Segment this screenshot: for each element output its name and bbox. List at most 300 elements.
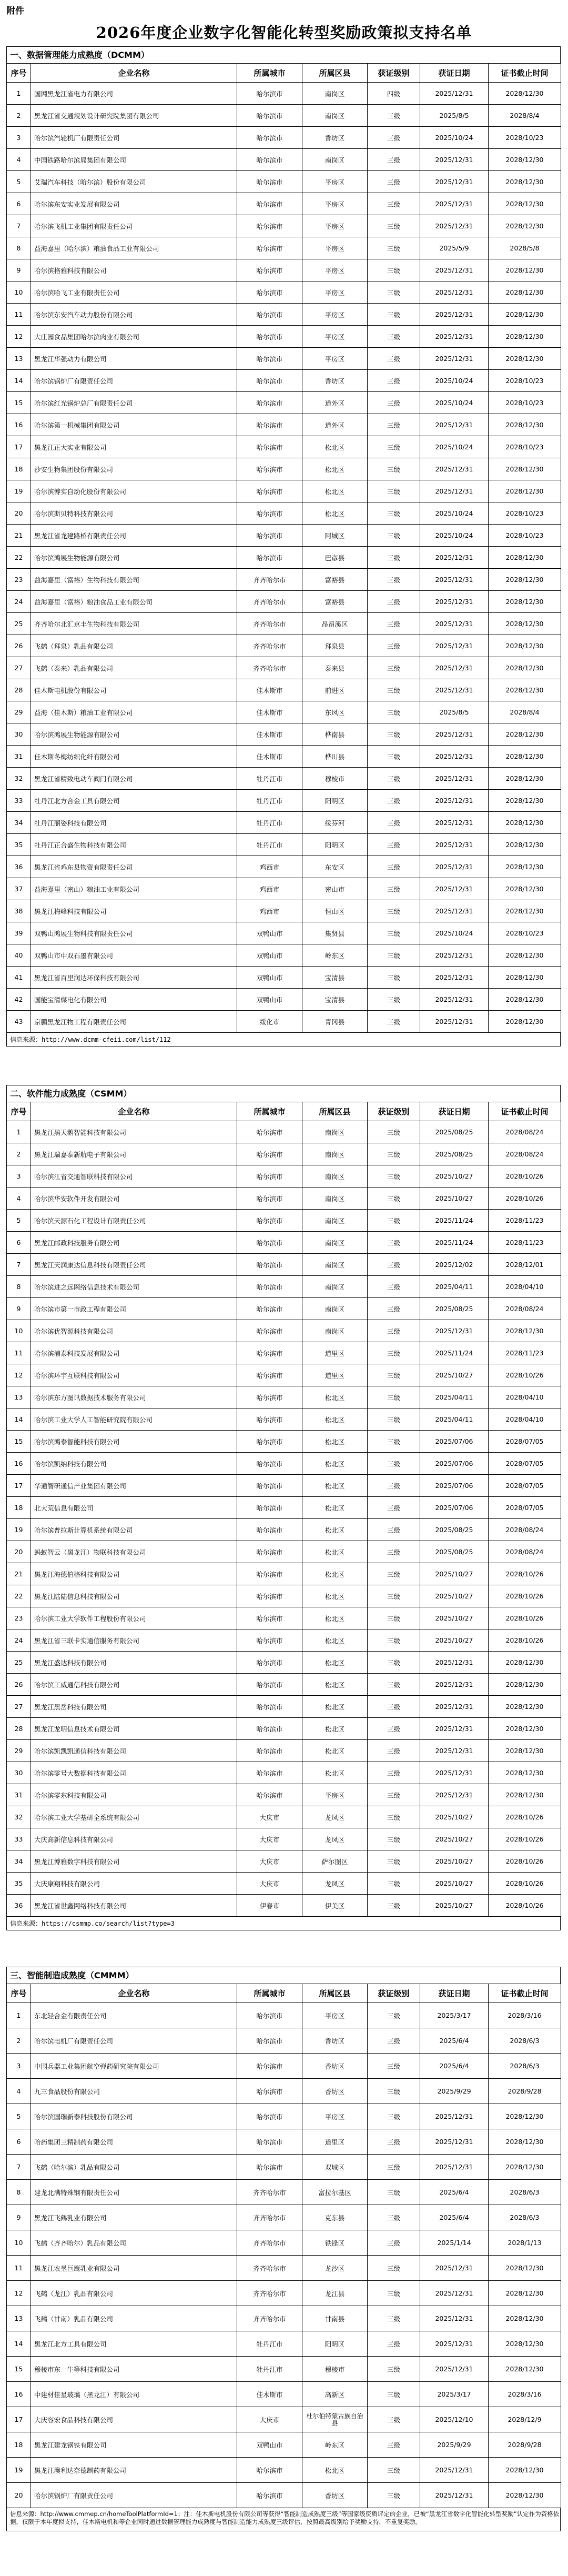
col-index-cell: 36 — [7, 856, 31, 878]
col-level-cell: 三级 — [368, 790, 420, 812]
col-district-cell: 道里区 — [302, 1364, 368, 1386]
col-district-cell: 平房区 — [302, 2003, 368, 2028]
col-city-cell: 哈尔滨市 — [237, 193, 302, 215]
col-index-cell: 17 — [7, 436, 31, 458]
col-city-cell: 哈尔滨市 — [237, 171, 302, 193]
col-expiry-cell: 2028/11/23 — [489, 1232, 561, 1254]
col-city-cell: 哈尔滨市 — [237, 2003, 302, 2028]
col-district-cell: 松北区 — [302, 2458, 368, 2483]
header-col-level: 获证级别 — [368, 64, 420, 83]
col-level-cell: 三级 — [368, 1652, 420, 1674]
col-company-cell: 双鸭山市中双石墨有限公司 — [31, 944, 237, 967]
col-index-cell: 24 — [7, 591, 31, 613]
col-company-cell: 牡丹江北方合金工具有限公司 — [31, 790, 237, 812]
table-row — [7, 1408, 561, 1431]
col-company-cell: 华通智研通信产业集团有限公司 — [31, 1475, 237, 1497]
col-cert-date-cell: 2025/3/17 — [420, 2382, 489, 2407]
col-index-cell: 33 — [7, 1828, 31, 1850]
col-district-cell: 松北区 — [302, 1453, 368, 1475]
col-company-cell: 哈尔滨凯纳科技有限公司 — [31, 1453, 237, 1475]
col-level-cell: 三级 — [368, 326, 420, 348]
col-index-cell: 17 — [7, 1475, 31, 1497]
col-city-cell: 哈尔滨市 — [237, 1320, 302, 1342]
col-city-cell: 哈尔滨市 — [237, 1453, 302, 1475]
col-level-cell: 三级 — [368, 1408, 420, 1431]
col-city-cell: 哈尔滨市 — [237, 1364, 302, 1386]
table-row — [7, 348, 561, 370]
col-expiry-cell: 2028/10/26 — [489, 1563, 561, 1585]
col-company-cell: 哈尔滨东方图讯数据技术服务有限公司 — [31, 1386, 237, 1408]
col-company-cell: 益海嘉里（密山）粮油工业有限公司 — [31, 878, 237, 900]
col-level-cell: 三级 — [368, 127, 420, 149]
col-cert-date-cell: 2025/12/31 — [420, 878, 489, 900]
col-index-cell: 16 — [7, 1453, 31, 1475]
col-company-cell: 哈尔滨零号大数据科技有限公司 — [31, 1762, 237, 1784]
col-district-cell: 富裕县 — [302, 591, 368, 613]
col-city-cell: 牡丹江市 — [237, 2357, 302, 2382]
col-level-cell: 三级 — [368, 900, 420, 922]
col-level-cell: 三级 — [368, 1607, 420, 1629]
table-row — [7, 1718, 561, 1740]
col-company-cell: 蚂蚁智云（黑龙江）物联科技有限公司 — [31, 1541, 237, 1563]
col-expiry-cell: 2028/07/05 — [489, 1453, 561, 1475]
col-index-cell: 15 — [7, 1431, 31, 1453]
col-company-cell: 中建材佳星玻璃（黑龙江）有限公司 — [31, 2382, 237, 2407]
table-row — [7, 591, 561, 613]
col-index-cell: 1 — [7, 1121, 31, 1143]
col-expiry-cell: 2028/12/30 — [489, 1652, 561, 1674]
col-district-cell: 香坊区 — [302, 127, 368, 149]
col-district-cell: 道里区 — [302, 1342, 368, 1364]
col-expiry-cell: 2028/6/3 — [489, 2180, 561, 2205]
col-district-cell: 穆棱市 — [302, 768, 368, 790]
table-row — [7, 2432, 561, 2458]
col-cert-date-cell: 2025/12/31 — [420, 1762, 489, 1784]
col-expiry-cell: 2028/12/30 — [489, 900, 561, 922]
col-city-cell: 齐齐哈尔市 — [237, 613, 302, 635]
col-company-cell: 飞鹤（甘南）乳品有限公司 — [31, 2306, 237, 2331]
col-expiry-cell: 2028/10/26 — [489, 1607, 561, 1629]
col-company-cell: 飞鹤（龙江）乳品有限公司 — [31, 2281, 237, 2306]
col-district-cell: 南岗区 — [302, 1188, 368, 1210]
col-city-cell: 哈尔滨市 — [237, 1718, 302, 1740]
table-row — [7, 326, 561, 348]
table-row — [7, 502, 561, 525]
col-level-cell: 三级 — [368, 2357, 420, 2382]
col-level-cell: 三级 — [368, 878, 420, 900]
col-district-cell: 阳明区 — [302, 2331, 368, 2357]
col-level-cell: 三级 — [368, 2432, 420, 2458]
col-index-cell: 38 — [7, 900, 31, 922]
col-city-cell: 哈尔滨市 — [237, 1232, 302, 1254]
table-row — [7, 127, 561, 149]
col-index-cell: 36 — [7, 1895, 31, 1917]
col-expiry-cell: 2028/12/30 — [489, 1762, 561, 1784]
col-city-cell: 大庆市 — [237, 1850, 302, 1873]
col-company-cell: 大庆高新信息科技有限公司 — [31, 1828, 237, 1850]
table-row — [7, 989, 561, 1011]
col-district-cell: 平房区 — [302, 259, 368, 281]
col-cert-date-cell: 2025/6/4 — [420, 2205, 489, 2230]
col-level-cell: 三级 — [368, 2281, 420, 2306]
col-city-cell: 哈尔滨市 — [237, 1585, 302, 1607]
col-index-cell: 2 — [7, 1143, 31, 1165]
table-row — [7, 2104, 561, 2129]
col-cert-date-cell: 2025/10/27 — [420, 1629, 489, 1652]
col-index-cell: 31 — [7, 746, 31, 768]
col-level-cell: 三级 — [368, 2054, 420, 2079]
col-index-cell: 24 — [7, 1629, 31, 1652]
col-cert-date-cell: 2025/12/31 — [420, 304, 489, 326]
col-index-cell: 30 — [7, 723, 31, 746]
col-city-cell: 哈尔滨市 — [237, 1298, 302, 1320]
header-col-expiry: 证书截止时间 — [489, 1984, 561, 2003]
col-cert-date-cell: 2025/12/31 — [420, 989, 489, 1011]
col-city-cell: 双鸭山市 — [237, 922, 302, 944]
col-district-cell: 龙凤区 — [302, 1828, 368, 1850]
table-row — [7, 701, 561, 723]
col-cert-date-cell: 2025/12/31 — [420, 967, 489, 989]
col-level-cell: 三级 — [368, 1188, 420, 1210]
col-expiry-cell: 2028/6/3 — [489, 2028, 561, 2054]
col-city-cell: 牡丹江市 — [237, 790, 302, 812]
col-expiry-cell: 2028/12/30 — [489, 2331, 561, 2357]
col-index-cell: 29 — [7, 701, 31, 723]
col-company-cell: 益海（佳木斯）粮油工业有限公司 — [31, 701, 237, 723]
col-level-cell: 三级 — [368, 259, 420, 281]
table-row — [7, 304, 561, 326]
col-district-cell: 宝清县 — [302, 967, 368, 989]
col-company-cell: 黑龙江澳利达奈德制药有限公司 — [31, 2458, 237, 2483]
col-company-cell: 益海嘉里（富裕）粮油食品工业有限公司 — [31, 591, 237, 613]
col-company-cell: 牡丹江丽姿科技有限公司 — [31, 812, 237, 834]
col-company-cell: 九三食品股份有限公司 — [31, 2079, 237, 2104]
col-district-cell: 香坊区 — [302, 2054, 368, 2079]
col-expiry-cell: 2028/12/30 — [489, 480, 561, 502]
col-district-cell: 南岗区 — [302, 1320, 368, 1342]
col-level-cell: 三级 — [368, 348, 420, 370]
col-level-cell: 三级 — [368, 171, 420, 193]
col-district-cell: 香坊区 — [302, 2079, 368, 2104]
col-city-cell: 哈尔滨市 — [237, 525, 302, 547]
table-row — [7, 2407, 561, 2432]
table-row — [7, 1320, 561, 1342]
col-expiry-cell: 2028/9/28 — [489, 2079, 561, 2104]
col-expiry-cell: 2028/10/26 — [489, 1629, 561, 1652]
table-row — [7, 1364, 561, 1386]
col-index-cell: 20 — [7, 1541, 31, 1563]
col-level-cell: 三级 — [368, 436, 420, 458]
col-company-cell: 牡丹江正合盛生物科技有限公司 — [31, 834, 237, 856]
col-city-cell: 哈尔滨市 — [237, 259, 302, 281]
col-district-cell: 松北区 — [302, 502, 368, 525]
col-company-cell: 哈尔滨汽轮机厂有限责任公司 — [31, 127, 237, 149]
header-col-company: 企业名称 — [31, 1984, 237, 2003]
col-city-cell: 双鸭山市 — [237, 944, 302, 967]
col-company-cell: 黑龙江省百里润达环保科技有限公司 — [31, 967, 237, 989]
col-expiry-cell: 2028/12/30 — [489, 944, 561, 967]
col-expiry-cell: 2028/12/30 — [489, 723, 561, 746]
col-city-cell: 齐齐哈尔市 — [237, 2205, 302, 2230]
col-city-cell: 齐齐哈尔市 — [237, 635, 302, 657]
col-index-cell: 6 — [7, 1232, 31, 1254]
col-expiry-cell: 2028/12/30 — [489, 635, 561, 657]
col-index-cell: 32 — [7, 768, 31, 790]
col-level-cell: 三级 — [368, 149, 420, 171]
col-index-cell: 11 — [7, 1342, 31, 1364]
col-level-cell: 三级 — [368, 1585, 420, 1607]
col-cert-date-cell: 2025/10/27 — [420, 1364, 489, 1386]
col-index-cell: 8 — [7, 1276, 31, 1298]
table-row — [7, 900, 561, 922]
col-city-cell: 哈尔滨市 — [237, 1475, 302, 1497]
col-district-cell: 松北区 — [302, 1674, 368, 1696]
col-company-cell: 黑龙江梅峰科技有限公司 — [31, 900, 237, 922]
col-district-cell: 拜泉县 — [302, 635, 368, 657]
table-row — [7, 370, 561, 392]
col-index-cell: 25 — [7, 613, 31, 635]
col-city-cell: 齐齐哈尔市 — [237, 2230, 302, 2256]
col-company-cell: 沙安生物集团股份有限公司 — [31, 458, 237, 480]
col-level-cell: 三级 — [368, 922, 420, 944]
table-row — [7, 1828, 561, 1850]
col-city-cell: 齐齐哈尔市 — [237, 657, 302, 679]
col-index-cell: 28 — [7, 1718, 31, 1740]
col-expiry-cell: 2028/12/30 — [489, 1674, 561, 1696]
col-company-cell: 飞鹤（齐齐哈尔）乳品有限公司 — [31, 2230, 237, 2256]
col-expiry-cell: 2028/10/23 — [489, 370, 561, 392]
col-district-cell: 密山市 — [302, 878, 368, 900]
col-company-cell: 哈尔滨锅炉厂有限责任公司 — [31, 2483, 237, 2508]
col-cert-date-cell: 2025/12/31 — [420, 812, 489, 834]
col-level-cell: 三级 — [368, 1784, 420, 1806]
col-level-cell: 三级 — [368, 547, 420, 569]
col-city-cell: 哈尔滨市 — [237, 105, 302, 127]
col-cert-date-cell: 2025/12/31 — [420, 1011, 489, 1033]
col-expiry-cell: 2028/12/30 — [489, 2281, 561, 2306]
table-row — [7, 237, 561, 259]
col-city-cell: 牡丹江市 — [237, 768, 302, 790]
col-city-cell: 哈尔滨市 — [237, 458, 302, 480]
col-company-cell: 哈尔滨鸿泰智能科技有限公司 — [31, 1431, 237, 1453]
table-row — [7, 171, 561, 193]
col-index-cell: 35 — [7, 1873, 31, 1895]
col-index-cell: 7 — [7, 2155, 31, 2180]
col-level-cell: 三级 — [368, 2104, 420, 2129]
col-index-cell: 4 — [7, 1188, 31, 1210]
col-company-cell: 哈尔滨环宇互联科技有限公司 — [31, 1364, 237, 1386]
col-index-cell: 10 — [7, 1320, 31, 1342]
col-company-cell: 哈尔滨电机厂有限责任公司 — [31, 2028, 237, 2054]
table-row — [7, 1519, 561, 1541]
col-level-cell: 三级 — [368, 613, 420, 635]
col-cert-date-cell: 2025/12/31 — [420, 2483, 489, 2508]
table-row — [7, 1563, 561, 1585]
col-expiry-cell: 2028/12/30 — [489, 414, 561, 436]
col-index-cell: 30 — [7, 1762, 31, 1784]
col-company-cell: 黑龙江龙明信息技术有限公司 — [31, 1718, 237, 1740]
col-company-cell: 哈尔滨斯贝特科技有限公司 — [31, 502, 237, 525]
col-city-cell: 哈尔滨市 — [237, 1254, 302, 1276]
table-row — [7, 414, 561, 436]
col-level-cell: 三级 — [368, 2458, 420, 2483]
col-cert-date-cell: 2025/12/31 — [420, 193, 489, 215]
col-index-cell: 6 — [7, 193, 31, 215]
col-index-cell: 31 — [7, 1784, 31, 1806]
attachment-label: 附件 — [6, 6, 24, 16]
col-expiry-cell: 2028/12/30 — [489, 83, 561, 105]
col-index-cell: 13 — [7, 348, 31, 370]
col-cert-date-cell: 2025/12/31 — [420, 723, 489, 746]
table-header-row — [7, 1102, 561, 1121]
table-row — [7, 1850, 561, 1873]
col-expiry-cell: 2028/04/10 — [489, 1408, 561, 1431]
col-district-cell: 阿城区 — [302, 525, 368, 547]
header-col-company: 企业名称 — [31, 64, 237, 83]
col-cert-date-cell: 2025/12/31 — [420, 1674, 489, 1696]
col-district-cell: 泰来县 — [302, 657, 368, 679]
table-row — [7, 944, 561, 967]
col-cert-date-cell: 2025/12/31 — [420, 768, 489, 790]
col-cert-date-cell: 2025/11/24 — [420, 1342, 489, 1364]
col-level-cell: 三级 — [368, 657, 420, 679]
col-district-cell: 香坊区 — [302, 370, 368, 392]
table-row — [7, 259, 561, 281]
col-district-cell: 香坊区 — [302, 2028, 368, 2054]
col-company-cell: 哈尔滨工业大学软件工程股份有限公司 — [31, 1607, 237, 1629]
col-expiry-cell: 2028/04/10 — [489, 1276, 561, 1298]
header-col-expiry: 证书截止时间 — [489, 64, 561, 83]
col-city-cell: 大庆市 — [237, 1873, 302, 1895]
col-expiry-cell: 2028/3/16 — [489, 2003, 561, 2028]
col-expiry-cell: 2028/12/30 — [489, 2155, 561, 2180]
col-city-cell: 齐齐哈尔市 — [237, 2281, 302, 2306]
col-level-cell: 三级 — [368, 1762, 420, 1784]
table-row — [7, 2458, 561, 2483]
col-level-cell: 三级 — [368, 1232, 420, 1254]
col-expiry-cell: 2028/12/30 — [489, 2129, 561, 2155]
col-index-cell: 41 — [7, 967, 31, 989]
col-district-cell: 平房区 — [302, 215, 368, 237]
table-row — [7, 1143, 561, 1165]
col-district-cell: 松北区 — [302, 436, 368, 458]
col-district-cell: 南岗区 — [302, 1121, 368, 1143]
col-company-cell: 哈尔滨红光锅炉总厂有限责任公司 — [31, 392, 237, 414]
col-index-cell: 2 — [7, 2028, 31, 2054]
col-index-cell: 9 — [7, 1298, 31, 1320]
table-row — [7, 281, 561, 304]
col-company-cell: 哈尔滨江省交通智联科技有限公司 — [31, 1165, 237, 1188]
source-note: 信息来源：http://www.dcmm-cfeii.com/list/112 — [6, 1033, 561, 1046]
col-index-cell: 28 — [7, 679, 31, 701]
col-index-cell: 2 — [7, 105, 31, 127]
col-level-cell: 三级 — [368, 2003, 420, 2028]
col-city-cell: 哈尔滨市 — [237, 1519, 302, 1541]
col-district-cell: 南岗区 — [302, 105, 368, 127]
col-index-cell: 12 — [7, 1364, 31, 1386]
col-expiry-cell: 2028/12/30 — [489, 746, 561, 768]
col-cert-date-cell: 2025/07/06 — [420, 1497, 489, 1519]
col-city-cell: 哈尔滨市 — [237, 1188, 302, 1210]
col-city-cell: 哈尔滨市 — [237, 1431, 302, 1453]
col-level-cell: 三级 — [368, 1342, 420, 1364]
col-company-cell: 哈尔滨工业大学基研全系统有限公司 — [31, 1806, 237, 1828]
col-city-cell: 哈尔滨市 — [237, 436, 302, 458]
table-row — [7, 2003, 561, 2028]
col-city-cell: 哈尔滨市 — [237, 1165, 302, 1188]
col-city-cell: 哈尔滨市 — [237, 149, 302, 171]
table-row — [7, 2281, 561, 2306]
col-cert-date-cell: 2025/10/24 — [420, 127, 489, 149]
col-city-cell: 鸡西市 — [237, 856, 302, 878]
col-company-cell: 佳木斯冬梅纺织化纤有限公司 — [31, 746, 237, 768]
col-city-cell: 哈尔滨市 — [237, 1762, 302, 1784]
section-cmmm — [6, 1967, 561, 2531]
col-city-cell: 哈尔滨市 — [237, 348, 302, 370]
col-city-cell: 哈尔滨市 — [237, 1607, 302, 1629]
col-level-cell: 三级 — [368, 1696, 420, 1718]
col-district-cell: 桦南县 — [302, 723, 368, 746]
data-table — [6, 1984, 561, 2508]
col-company-cell: 哈尔滨鸿展生物能源有限公司 — [31, 547, 237, 569]
col-level-cell: 三级 — [368, 525, 420, 547]
col-company-cell: 黑龙江盛达科技有限公司 — [31, 1652, 237, 1674]
col-cert-date-cell: 2025/12/31 — [420, 657, 489, 679]
section-title: 一、数据管理能力成熟度（DCMM） — [6, 46, 561, 63]
col-city-cell: 哈尔滨市 — [237, 414, 302, 436]
col-expiry-cell: 2028/10/23 — [489, 127, 561, 149]
col-company-cell: 哈药集团三精制药有限公司 — [31, 2129, 237, 2155]
col-expiry-cell: 2028/12/30 — [489, 790, 561, 812]
col-level-cell: 三级 — [368, 105, 420, 127]
table-row — [7, 812, 561, 834]
table-row — [7, 2155, 561, 2180]
table-row — [7, 2054, 561, 2079]
col-cert-date-cell: 2025/12/31 — [420, 281, 489, 304]
col-company-cell: 京鹏黑龙江物工程有限责任公司 — [31, 1011, 237, 1033]
col-company-cell: 黑龙江农垦巨鹰乳业有限公司 — [31, 2256, 237, 2281]
col-company-cell: 黑龙江飞鹤乳业有限公司 — [31, 2205, 237, 2230]
col-level-cell: 三级 — [368, 193, 420, 215]
col-city-cell: 双鸭山市 — [237, 967, 302, 989]
col-district-cell: 平房区 — [302, 326, 368, 348]
col-expiry-cell: 2028/10/23 — [489, 392, 561, 414]
col-level-cell: 三级 — [368, 1563, 420, 1585]
col-expiry-cell: 2028/10/26 — [489, 1828, 561, 1850]
col-company-cell: 哈尔滨工威通信科技有限公司 — [31, 1674, 237, 1696]
table-row — [7, 569, 561, 591]
table-header-row — [7, 1984, 561, 2003]
col-city-cell: 鸡西市 — [237, 878, 302, 900]
col-level-cell: 三级 — [368, 1386, 420, 1408]
col-index-cell: 12 — [7, 326, 31, 348]
col-index-cell: 6 — [7, 2129, 31, 2155]
col-level-cell: 三级 — [368, 2079, 420, 2104]
col-district-cell: 伊美区 — [302, 1895, 368, 1917]
header-col-index: 序号 — [7, 1984, 31, 2003]
col-company-cell: 哈尔滨锅炉厂有限责任公司 — [31, 370, 237, 392]
col-company-cell: 黑龙江陆陆信息科技有限公司 — [31, 1585, 237, 1607]
col-cert-date-cell: 2025/12/31 — [420, 613, 489, 635]
col-level-cell: 三级 — [368, 2483, 420, 2508]
col-district-cell: 平房区 — [302, 1784, 368, 1806]
table-row — [7, 2180, 561, 2205]
col-cert-date-cell: 2025/1/14 — [420, 2230, 489, 2256]
table-row — [7, 1652, 561, 1674]
col-index-cell: 26 — [7, 1674, 31, 1696]
col-city-cell: 哈尔滨市 — [237, 2054, 302, 2079]
col-level-cell: 三级 — [368, 856, 420, 878]
